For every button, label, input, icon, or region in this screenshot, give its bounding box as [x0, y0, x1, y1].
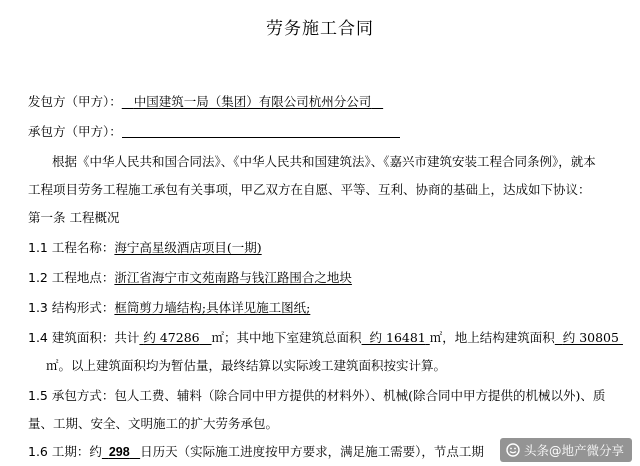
item-area-label: 建筑面积：共计	[51, 330, 140, 345]
document-title: 劳务施工合同	[266, 19, 374, 39]
item-area-num: 1.4	[28, 330, 48, 345]
toutiao-icon	[506, 443, 520, 457]
item-structure	[28, 298, 310, 316]
item-location-value: 浙江省海宁市文苑南路与钱江路围合之地块	[114, 270, 352, 285]
item-name-num: 1.1	[28, 240, 48, 255]
item-area-line-1	[28, 328, 623, 346]
item-scope-num: 1.5	[28, 388, 48, 403]
item-area-unit2: ㎡，地上结构建筑面积	[429, 330, 555, 345]
item-area-basement: 约 16481	[369, 330, 426, 345]
item-area-line-2: ㎡。以上建筑面积均为暂估量，最终结算以实际竣工建筑面积按实计算。	[46, 358, 447, 373]
item-period-label: 工期：约	[51, 444, 102, 459]
item-name-value: 海宁高星级酒店项目(一期)	[114, 240, 262, 255]
item-location-num: 1.2	[28, 270, 48, 285]
party-a-line	[28, 92, 383, 110]
item-name	[28, 238, 262, 256]
watermark-text: 头条@地产微分享	[523, 443, 624, 458]
item-period-num: 1.6	[28, 444, 48, 459]
item-period	[28, 442, 484, 460]
item-scope-line-1	[28, 386, 605, 404]
party-a-value: 中国建筑一局（集团）有限公司杭州分公司	[133, 94, 372, 109]
item-period-rest: 日历天（实际施工进度按甲方要求，满足施工需要），节点工期	[140, 444, 484, 459]
item-scope-text: 承包方式：包人工费、辅料（除合同中甲方提供的材料外）、机械(除合同中甲方提供的机械以外)、质	[51, 388, 606, 403]
item-scope-line-2: 量、工期、安全、文明施工的扩大劳务承包。	[28, 416, 279, 431]
intro-line-2: 工程项目劳务工程施工承包有关事项，甲乙双方在自愿、平等、互利、协商的基础上，达成如下协议：	[28, 182, 591, 197]
item-area-total: 约 47286	[143, 330, 200, 345]
intro-line-1: 根据《中华人民共和国合同法》、《中华人民共和国建筑法》、《嘉兴市建筑安装工程合同条例》，就本	[52, 154, 596, 169]
item-structure-label: 结构形式：	[51, 300, 115, 315]
party-b-blank	[122, 125, 400, 138]
item-area-unit1: ㎡；其中地下室建筑总面积	[211, 330, 362, 345]
item-structure-num: 1.3	[28, 300, 48, 315]
watermark	[500, 438, 632, 462]
item-location-label: 工程地点：	[51, 270, 115, 285]
item-name-label: 工程名称：	[51, 240, 115, 255]
item-period-days: 298	[108, 445, 130, 459]
party-b-line	[28, 122, 400, 140]
item-location	[28, 268, 352, 286]
item-area-above: 约 30805	[562, 330, 619, 345]
article-1-heading: 第一条 工程概况	[28, 210, 120, 225]
party-b-label: 承包方（甲方）：	[28, 124, 122, 139]
party-a-label: 发包方（甲方）：	[28, 94, 122, 109]
item-structure-value: 框筒剪力墙结构;具体详见施工图纸;	[114, 300, 311, 315]
